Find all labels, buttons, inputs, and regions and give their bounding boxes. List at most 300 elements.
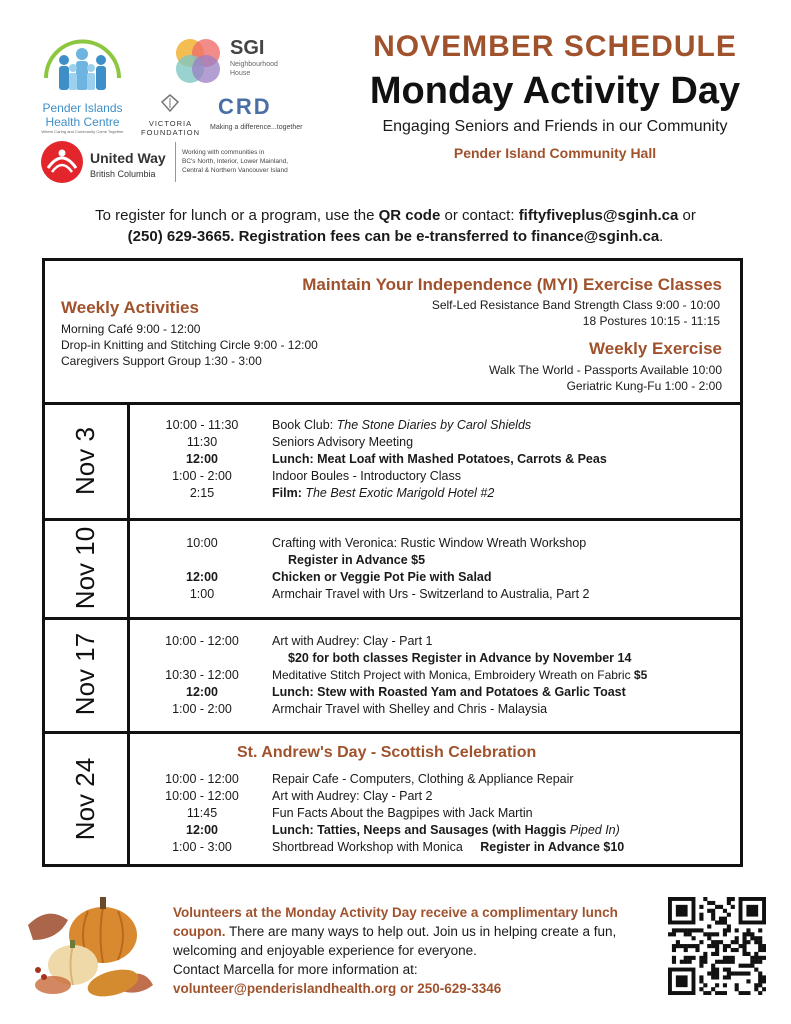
qr-module	[719, 940, 723, 944]
qr-module	[711, 913, 715, 917]
qr-module	[723, 983, 727, 987]
qr-module	[746, 971, 750, 975]
reg-text-1: To register for lunch or a program, use the	[95, 207, 379, 224]
row-desc-text: Shortbread Workshop with Monica	[272, 840, 463, 854]
myi-list	[432, 297, 720, 329]
row-desc: Indoor Boules - Introductory Class	[272, 469, 461, 483]
qr-module	[711, 944, 715, 948]
united-way-logo	[40, 140, 310, 185]
qr-module	[762, 975, 766, 979]
qr-module	[695, 948, 699, 952]
qr-module	[727, 928, 731, 932]
qr-module	[711, 987, 715, 991]
qr-module	[727, 944, 731, 948]
date-column-divider	[127, 405, 130, 864]
qr-module	[719, 921, 723, 925]
qr-module	[735, 936, 739, 940]
row-desc: Chicken or Veggie Pot Pie with Salad	[272, 570, 492, 584]
reg-email[interactable]: fiftyfiveplus@sginh.ca	[518, 207, 679, 224]
row-desc	[272, 667, 647, 684]
row-desc	[272, 417, 531, 434]
qr-module	[727, 901, 731, 905]
qr-module	[692, 936, 696, 940]
qr-module	[715, 905, 719, 909]
qr-module	[742, 964, 746, 968]
qr-module	[735, 983, 739, 987]
qr-module	[727, 960, 731, 964]
weekly-activities-title: Weekly Activities	[61, 298, 199, 317]
sgi-abbr: SGI	[230, 37, 265, 59]
qr-module	[715, 983, 719, 987]
registration-info	[40, 205, 751, 247]
qr-module	[684, 944, 688, 948]
week-nov10-schedule	[152, 535, 732, 615]
qr-module	[727, 975, 731, 979]
united-way-desc2: BC's North, Interior, Lower Mainland,	[182, 158, 289, 165]
qr-module	[719, 960, 723, 964]
row-time: 11:45	[186, 806, 218, 820]
reg-text-2: or contact:	[440, 207, 519, 224]
qr-module	[727, 968, 731, 972]
qr-module	[676, 944, 680, 948]
united-way-name: United Way	[90, 150, 166, 166]
week-nov17-schedule	[152, 633, 732, 733]
qr-module	[758, 971, 762, 975]
qr-module	[699, 913, 703, 917]
row-time: 1:00 - 2:00	[172, 469, 232, 483]
row-time: 1:00	[189, 587, 215, 601]
qr-module	[711, 901, 715, 905]
qr-module	[707, 924, 711, 928]
row-desc-text: Meditative Stitch Project with Monica, Embroidery Wreath on Fabric	[272, 668, 634, 682]
qr-module	[735, 948, 739, 952]
row-desc-italic: The Best Exotic Marigold Hotel #2	[305, 486, 495, 500]
row-fee: $5	[633, 668, 648, 682]
qr-module	[711, 909, 715, 913]
pihc-line2: Health Centre	[45, 115, 120, 129]
row-desc: Repair Cafe - Computers, Clothing & Appliance Repair	[272, 772, 574, 786]
qr-module	[715, 971, 719, 975]
row-desc: Fun Facts About the Bagpipes with Jack Martin	[272, 806, 533, 820]
row-time: 12:00	[186, 570, 218, 584]
qr-module	[754, 956, 758, 960]
row-time: 10:00 - 12:00	[165, 789, 239, 803]
qr-module	[762, 987, 766, 991]
qr-module	[719, 905, 723, 909]
qr-module	[727, 913, 731, 917]
qr-module	[731, 956, 735, 960]
qr-module	[735, 987, 739, 991]
row-desc	[272, 839, 624, 856]
qr-module	[754, 983, 758, 987]
qr-module	[688, 944, 692, 948]
qr-module	[723, 928, 727, 932]
sgi-line1: Neighbourhood	[230, 61, 278, 68]
weekly-item: Morning Café 9:00 - 12:00	[61, 322, 201, 336]
qr-module	[692, 956, 696, 960]
qr-module	[758, 936, 762, 940]
qr-module	[723, 921, 727, 925]
qr-module	[731, 897, 735, 901]
qr-module	[723, 909, 727, 913]
qr-module	[723, 991, 727, 995]
qr-module	[731, 960, 735, 964]
qr-module	[727, 924, 731, 928]
united-way-desc1: Working with communities in	[182, 149, 265, 156]
qr-module	[699, 960, 703, 964]
weekly-item: Caregivers Support Group 1:30 - 3:00	[61, 354, 262, 368]
qr-module	[731, 948, 735, 952]
qr-module	[719, 917, 723, 921]
qr-module	[715, 968, 719, 972]
qr-module	[688, 956, 692, 960]
qr-module	[688, 960, 692, 964]
qr-module	[742, 932, 746, 936]
qr-module	[723, 960, 727, 964]
qr-module	[746, 991, 750, 995]
row-desc-italic: The Stone Diaries by Carol Shields	[336, 418, 532, 432]
qr-module	[715, 944, 719, 948]
qr-module	[742, 948, 746, 952]
qr-module	[758, 975, 762, 979]
qr-module	[711, 932, 715, 936]
qr-module	[703, 897, 707, 901]
qr-module	[676, 940, 680, 944]
crd-tagline: Making a difference...together	[210, 124, 303, 131]
qr-module	[754, 940, 758, 944]
qr-module	[746, 952, 750, 956]
row-desc	[272, 485, 494, 502]
qr-module	[739, 971, 743, 975]
qr-module	[703, 983, 707, 987]
divider-top	[45, 402, 740, 405]
qr-module	[695, 928, 699, 932]
qr-module	[695, 944, 699, 948]
qr-module	[750, 932, 754, 936]
qr-module	[688, 928, 692, 932]
qr-module	[746, 979, 750, 983]
pumpkin-icon	[18, 885, 158, 1005]
victoria-text: VICTORIA FOUNDATION	[140, 119, 201, 137]
row-desc	[272, 822, 620, 839]
qr-module	[754, 968, 758, 972]
qr-module	[746, 932, 750, 936]
qr-code[interactable]	[668, 897, 766, 995]
row-time: 1:00 - 2:00	[172, 702, 232, 716]
qr-module	[754, 952, 758, 956]
row-desc-text: Lunch: Tatties, Neeps and Sausages (with Haggis	[272, 823, 570, 837]
qr-module	[739, 944, 743, 948]
qr-module	[723, 944, 727, 948]
weekly-exercise-list	[489, 362, 722, 394]
qr-module	[739, 964, 743, 968]
qr-module	[758, 944, 762, 948]
qr-module	[723, 956, 727, 960]
qr-module	[754, 987, 758, 991]
qr-module	[711, 964, 715, 968]
pihc-logo	[40, 34, 125, 134]
qr-module	[735, 928, 739, 932]
pihc-tagline: Where Caring and Community Come Together	[41, 129, 124, 134]
qr-module	[727, 897, 731, 901]
qr-module	[684, 932, 688, 936]
qr-module	[684, 956, 688, 960]
qr-module	[680, 928, 684, 932]
volunteer-contact[interactable]: volunteer@penderislandhealth.org or 250-629-3346	[173, 981, 502, 996]
week-date: Nov 10	[70, 526, 100, 610]
volunteer-highlight: Volunteers at the Monday Activity Day receive a complimentary lunch coupon.	[173, 905, 618, 939]
qr-module	[754, 936, 758, 940]
qr-module	[711, 917, 715, 921]
row-desc: Lunch: Stew with Roasted Yam and Potatoes & Garlic Toast	[272, 685, 626, 699]
qr-module	[703, 960, 707, 964]
qr-module	[719, 991, 723, 995]
exercise-item: Walk The World - Passports Available 10:00	[488, 363, 722, 377]
united-way-region: British Columbia	[90, 169, 156, 179]
qr-module	[703, 956, 707, 960]
qr-module	[672, 960, 676, 964]
qr-module	[699, 964, 703, 968]
qr-module	[703, 932, 707, 936]
week-nov3-schedule	[152, 417, 732, 517]
page-title: Monday Activity Day	[369, 70, 741, 112]
qr-module	[758, 928, 762, 932]
schedule-month: NOVEMBER SCHEDULE	[373, 30, 737, 63]
qr-module	[727, 956, 731, 960]
crd-logo	[210, 96, 310, 136]
qr-module	[739, 991, 743, 995]
victoria-foundation-logo	[133, 94, 208, 136]
united-way-hand-icon	[40, 140, 84, 184]
volunteer-info	[173, 903, 663, 998]
qr-module	[731, 971, 735, 975]
qr-module	[711, 975, 715, 979]
qr-module	[699, 975, 703, 979]
qr-module	[723, 932, 727, 936]
qr-module	[672, 928, 676, 932]
reg-phone[interactable]: (250) 629-3665	[127, 228, 231, 245]
qr-module	[699, 940, 703, 944]
row-time: 12:00	[186, 823, 218, 837]
qr-module	[750, 956, 754, 960]
qr-module	[742, 952, 746, 956]
qr-module	[707, 936, 711, 940]
myi-item: 18 Postures 10:15 - 11:15	[582, 314, 720, 328]
qr-module	[715, 948, 719, 952]
qr-module	[750, 936, 754, 940]
qr-module	[727, 971, 731, 975]
qr-module	[762, 979, 766, 983]
qr-module	[750, 964, 754, 968]
row-time: 10:00 - 12:00	[165, 634, 239, 648]
qr-module	[758, 948, 762, 952]
qr-module	[711, 952, 715, 956]
volunteer-text: There are many ways to help out. Join us in helping create a fun, welcoming and enjoyable experience for everyone.	[173, 924, 617, 958]
row-desc: Seniors Advisory Meeting	[272, 435, 414, 449]
united-way-desc3: Central & Northern Vancouver Island	[182, 167, 288, 174]
qr-module	[684, 960, 688, 964]
qr-module	[672, 948, 676, 952]
qr-module	[746, 940, 750, 944]
qr-module	[715, 975, 719, 979]
qr-module	[715, 940, 719, 944]
qr-module	[758, 960, 762, 964]
qr-module	[758, 983, 762, 987]
qr-module	[699, 987, 703, 991]
qr-module	[688, 932, 692, 936]
volunteer-contact-intro: Contact Marcella for more information at:	[173, 962, 418, 977]
qr-module	[680, 960, 684, 964]
qr-module	[723, 975, 727, 979]
pihc-line1: Pender Islands	[42, 101, 123, 115]
qr-module	[699, 917, 703, 921]
page-subtitle: Engaging Seniors and Friends in our Community	[382, 118, 728, 135]
week-date: Nov 3	[70, 427, 100, 495]
weekly-activities-list	[61, 321, 318, 369]
crd-abbr: CRD	[218, 94, 272, 119]
qr-module	[762, 944, 766, 948]
myi-title: Maintain Your Independence (MYI) Exercise Classes	[302, 275, 722, 294]
sgi-circles-icon	[170, 35, 226, 89]
exercise-item: Geriatric Kung-Fu 1:00 - 2:00	[566, 379, 722, 393]
qr-module	[707, 901, 711, 905]
qr-module	[684, 928, 688, 932]
qr-module	[692, 928, 696, 932]
row-desc-text: Film:	[272, 486, 306, 500]
qr-finder	[676, 905, 688, 917]
row-desc-text: Book Club:	[272, 418, 337, 432]
victoria-leaf-icon	[160, 94, 180, 112]
qr-module	[707, 932, 711, 936]
qr-module	[672, 956, 676, 960]
qr-module	[703, 952, 707, 956]
qr-module	[750, 960, 754, 964]
qr-module	[754, 960, 758, 964]
qr-module	[699, 905, 703, 909]
qr-module	[758, 956, 762, 960]
qr-module	[699, 928, 703, 932]
qr-finder	[676, 975, 688, 987]
qr-module	[711, 968, 715, 972]
venue: Pender Island Community Hall	[453, 145, 657, 161]
row-desc-italic: Piped In)	[569, 823, 620, 837]
family-icon	[40, 34, 125, 96]
qr-module	[758, 940, 762, 944]
qr-module	[758, 991, 762, 995]
qr-code-icon	[668, 897, 766, 995]
qr-module	[715, 991, 719, 995]
qr-finder	[746, 905, 758, 917]
qr-module	[715, 921, 719, 925]
qr-module	[707, 909, 711, 913]
qr-module	[676, 928, 680, 932]
qr-module	[742, 991, 746, 995]
reg-fees: . Registration fees can be e-transferred to finance@sginh.ca	[230, 228, 660, 245]
united-way-divider	[175, 142, 176, 182]
row-desc: $20 for both classes Register in Advance by November 14	[288, 651, 632, 665]
qr-module	[731, 940, 735, 944]
row-time: 10:00 - 11:30	[165, 418, 239, 432]
qr-module	[703, 991, 707, 995]
reg-text-3: or	[678, 207, 696, 224]
qr-module	[762, 948, 766, 952]
row-time: 10:00	[186, 536, 218, 550]
row-time: 1:00 - 3:00	[172, 840, 232, 854]
divider-nov17	[45, 617, 740, 620]
qr-module	[699, 956, 703, 960]
qr-module	[707, 971, 711, 975]
qr-module	[731, 905, 735, 909]
row-desc: Armchair Travel with Urs - Switzerland to Australia, Part 2	[272, 587, 590, 601]
qr-module	[723, 948, 727, 952]
row-time: 10:30 - 12:00	[165, 668, 239, 682]
qr-module	[680, 944, 684, 948]
reg-text-5: .	[659, 228, 664, 245]
qr-module	[684, 948, 688, 952]
week-date: Nov 24	[70, 757, 100, 841]
row-desc: Art with Audrey: Clay - Part 2	[272, 789, 433, 803]
week-date: Nov 17	[70, 632, 100, 716]
qr-module	[707, 991, 711, 995]
row-time: 11:30	[186, 435, 218, 449]
qr-module	[715, 952, 719, 956]
qr-module	[668, 932, 672, 936]
qr-module	[723, 968, 727, 972]
qr-module	[742, 944, 746, 948]
qr-module	[742, 936, 746, 940]
qr-module	[746, 928, 750, 932]
qr-module	[672, 932, 676, 936]
weekly-item: Drop-in Knitting and Stitching Circle 9:00 - 12:00	[61, 338, 318, 352]
week-nov24-schedule	[152, 771, 732, 866]
row-desc: Lunch: Meat Loaf with Mashed Potatoes, Carrots & Peas	[272, 452, 607, 466]
row-desc: Armchair Travel with Shelley and Chris - Malaysia	[272, 702, 548, 716]
weekly-exercise-title: Weekly Exercise	[589, 339, 722, 358]
row-time: 12:00	[186, 685, 218, 699]
qr-module	[707, 944, 711, 948]
row-desc: Crafting with Veronica: Rustic Window Wreath Workshop	[272, 536, 587, 550]
reg-qr: QR code	[378, 207, 441, 224]
qr-module	[672, 944, 676, 948]
qr-module	[735, 940, 739, 944]
qr-module	[699, 979, 703, 983]
sgi-logo	[170, 35, 290, 90]
row-time: 2:15	[189, 486, 215, 500]
qr-module	[742, 940, 746, 944]
qr-module	[723, 917, 727, 921]
divider-nov10	[45, 518, 740, 521]
qr-module	[746, 964, 750, 968]
qr-module	[762, 956, 766, 960]
qr-module	[715, 932, 719, 936]
qr-module	[735, 971, 739, 975]
qr-module	[711, 940, 715, 944]
qr-module	[711, 971, 715, 975]
row-register-note: Register in Advance $10	[480, 840, 625, 854]
qr-module	[692, 944, 696, 948]
pumpkins-illustration	[18, 885, 158, 1005]
sgi-line2: House	[230, 70, 251, 77]
qr-module	[742, 971, 746, 975]
row-desc: Register in Advance $5	[288, 553, 426, 567]
qr-module	[715, 960, 719, 964]
myi-item: Self-Led Resistance Band Strength Class 9:00 - 10:00	[431, 298, 720, 312]
qr-module	[758, 979, 762, 983]
celebration-heading: St. Andrew's Day - Scottish Celebration	[237, 744, 537, 761]
schedule-box	[42, 258, 743, 867]
row-desc: Art with Audrey: Clay - Part 1	[272, 634, 433, 648]
row-time: 12:00	[186, 452, 218, 466]
